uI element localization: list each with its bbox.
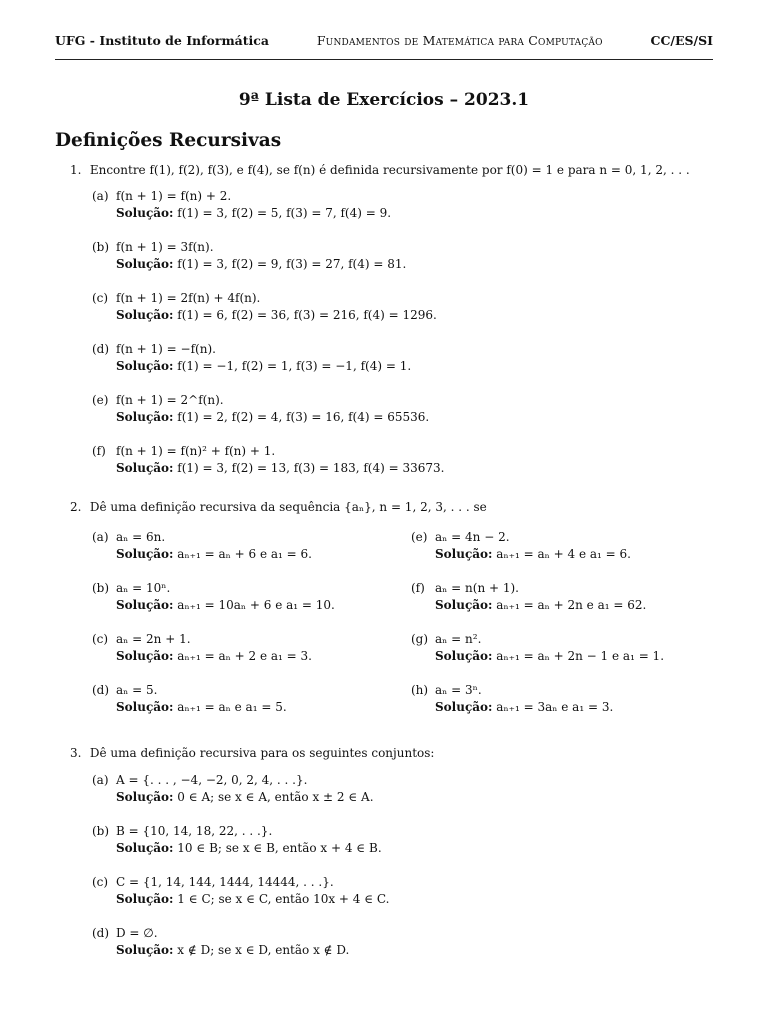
item-statement: aₙ = 5. xyxy=(116,683,158,697)
item-label: (c) xyxy=(92,632,109,646)
exercise-item xyxy=(92,290,437,324)
item-solution: f(1) = 3, f(2) = 5, f(3) = 7, f(4) = 9. xyxy=(177,206,392,220)
solution-label: Solução: xyxy=(116,649,174,663)
exercise-item xyxy=(92,631,312,665)
solution-label: Solução: xyxy=(116,308,174,322)
exercise-item xyxy=(92,682,287,716)
exercise-item xyxy=(411,529,631,563)
exercise-item xyxy=(92,239,406,273)
solution-label: Solução: xyxy=(116,547,174,561)
solution-label: Solução: xyxy=(435,700,493,714)
page-header xyxy=(55,33,713,48)
item-label: (e) xyxy=(411,530,428,544)
exercise-item xyxy=(92,443,444,477)
item-label: (a) xyxy=(92,530,109,544)
solution-label: Solução: xyxy=(116,700,174,714)
solution-label: Solução: xyxy=(116,359,174,373)
item-solution: aₙ₊₁ = aₙ + 2n e a₁ = 62. xyxy=(496,598,647,612)
item-statement: aₙ = 10ⁿ. xyxy=(116,581,171,595)
item-solution: f(1) = 3, f(2) = 13, f(3) = 183, f(4) = 33673. xyxy=(177,461,445,475)
question-prompt: Encontre f(1), f(2), f(3), e f(4), se f(n) é definida recursivamente por f(0) = 1 e para n = 0, 1, 2, . . . xyxy=(89,163,690,177)
item-label: (f) xyxy=(92,444,106,458)
exercise-item xyxy=(411,631,664,665)
item-statement: B = {10, 14, 18, 22, . . .}. xyxy=(116,824,273,838)
item-statement: aₙ = 3ⁿ. xyxy=(435,683,482,697)
exercise-item xyxy=(92,188,391,222)
exercise-item xyxy=(92,341,411,375)
item-statement: aₙ = 2n + 1. xyxy=(116,632,191,646)
item-label: (g) xyxy=(411,632,429,646)
item-statement: aₙ = 4n − 2. xyxy=(435,530,510,544)
item-statement: A = {. . . , −4, −2, 0, 2, 4, . . .}. xyxy=(116,773,308,787)
solution-label: Solução: xyxy=(116,892,174,906)
item-label: (h) xyxy=(411,683,429,697)
question-2 xyxy=(70,500,710,514)
solution-label: Solução: xyxy=(116,841,174,855)
exercise-item xyxy=(92,925,349,959)
question-prompt: Dê uma definição recursiva para os seguintes conjuntos: xyxy=(89,746,435,760)
item-statement: aₙ = 6n. xyxy=(116,530,166,544)
solution-label: Solução: xyxy=(116,257,174,271)
item-label: (d) xyxy=(92,926,110,940)
item-solution: aₙ₊₁ = aₙ + 2n − 1 e a₁ = 1. xyxy=(496,649,665,663)
program-codes: CC/ES/SI xyxy=(650,33,713,48)
exercise-item xyxy=(411,580,646,614)
question-prompt: Dê uma definição recursiva da sequência {aₙ}, n = 1, 2, 3, . . . se xyxy=(89,500,487,514)
exercise-item xyxy=(92,772,374,806)
exercise-item xyxy=(411,682,613,716)
item-label: (c) xyxy=(92,291,109,305)
item-statement: C = {1, 14, 144, 1444, 14444, . . .}. xyxy=(116,875,334,889)
section-heading: Definições Recursivas xyxy=(55,130,282,151)
item-label: (a) xyxy=(92,189,109,203)
institution-name: UFG - Instituto de Informática xyxy=(55,33,270,48)
item-solution: aₙ₊₁ = aₙ + 4 e a₁ = 6. xyxy=(496,547,631,561)
item-statement: f(n + 1) = f(n) + 2. xyxy=(116,189,232,203)
item-solution: f(1) = 3, f(2) = 9, f(3) = 27, f(4) = 81. xyxy=(177,257,407,271)
item-statement: D = ∅. xyxy=(116,926,158,940)
item-solution: aₙ₊₁ = aₙ + 2 e a₁ = 3. xyxy=(177,649,312,663)
item-label: (d) xyxy=(92,683,110,697)
item-label: (e) xyxy=(92,393,109,407)
item-solution: 1 ∈ C; se x ∈ C, então 10x + 4 ∈ C. xyxy=(177,892,390,906)
solution-label: Solução: xyxy=(435,649,493,663)
solution-label: Solução: xyxy=(116,206,174,220)
item-statement: f(n + 1) = −f(n). xyxy=(116,342,216,356)
item-solution: x ∉ D; se x ∈ D, então x ∉ D. xyxy=(177,943,350,957)
item-solution: aₙ₊₁ = aₙ e a₁ = 5. xyxy=(177,700,287,714)
item-solution: aₙ₊₁ = 3aₙ e a₁ = 3. xyxy=(496,700,614,714)
item-label: (a) xyxy=(92,773,109,787)
item-label: (f) xyxy=(411,581,425,595)
item-solution: 0 ∈ A; se x ∈ A, então x ± 2 ∈ A. xyxy=(177,790,374,804)
solution-label: Solução: xyxy=(116,598,174,612)
item-label: (b) xyxy=(92,824,110,838)
solution-label: Solução: xyxy=(435,547,493,561)
solution-label: Solução: xyxy=(116,461,174,475)
question-1 xyxy=(70,163,710,177)
item-solution: 10 ∈ B; se x ∈ B, então x + 4 ∈ B. xyxy=(177,841,382,855)
exercise-item xyxy=(92,874,390,908)
question-number: 1. xyxy=(70,163,82,177)
course-name: Fundamentos de Matemática para Computação xyxy=(316,33,603,48)
exercise-item xyxy=(92,529,312,563)
item-solution: f(1) = −1, f(2) = 1, f(3) = −1, f(4) = 1. xyxy=(177,359,412,373)
item-label: (c) xyxy=(92,875,109,889)
item-statement: f(n + 1) = f(n)² + f(n) + 1. xyxy=(116,444,276,458)
solution-label: Solução: xyxy=(435,598,493,612)
question-number: 2. xyxy=(70,500,82,514)
item-statement: f(n + 1) = 3f(n). xyxy=(116,240,214,254)
solution-label: Solução: xyxy=(116,410,174,424)
item-statement: f(n + 1) = 2f(n) + 4f(n). xyxy=(116,291,261,305)
question-number: 3. xyxy=(70,746,82,760)
item-solution: f(1) = 2, f(2) = 4, f(3) = 16, f(4) = 65536. xyxy=(177,410,430,424)
exercise-item xyxy=(92,823,382,857)
item-label: (b) xyxy=(92,240,110,254)
item-solution: f(1) = 6, f(2) = 36, f(3) = 216, f(4) = 1296. xyxy=(177,308,437,322)
item-solution: aₙ₊₁ = aₙ + 6 e a₁ = 6. xyxy=(177,547,312,561)
item-statement: f(n + 1) = 2^f(n). xyxy=(116,393,224,407)
question-3 xyxy=(70,746,710,760)
item-solution: aₙ₊₁ = 10aₙ + 6 e a₁ = 10. xyxy=(177,598,335,612)
exercise-item xyxy=(92,580,335,614)
item-label: (b) xyxy=(92,581,110,595)
solution-label: Solução: xyxy=(116,790,174,804)
item-label: (d) xyxy=(92,342,110,356)
item-statement: aₙ = n(n + 1). xyxy=(435,581,519,595)
exercise-item xyxy=(92,392,429,426)
solution-label: Solução: xyxy=(116,943,174,957)
page-title: 9ª Lista de Exercícios – 2023.1 xyxy=(238,90,530,110)
item-statement: aₙ = n². xyxy=(435,632,482,646)
header-rule xyxy=(55,59,713,60)
